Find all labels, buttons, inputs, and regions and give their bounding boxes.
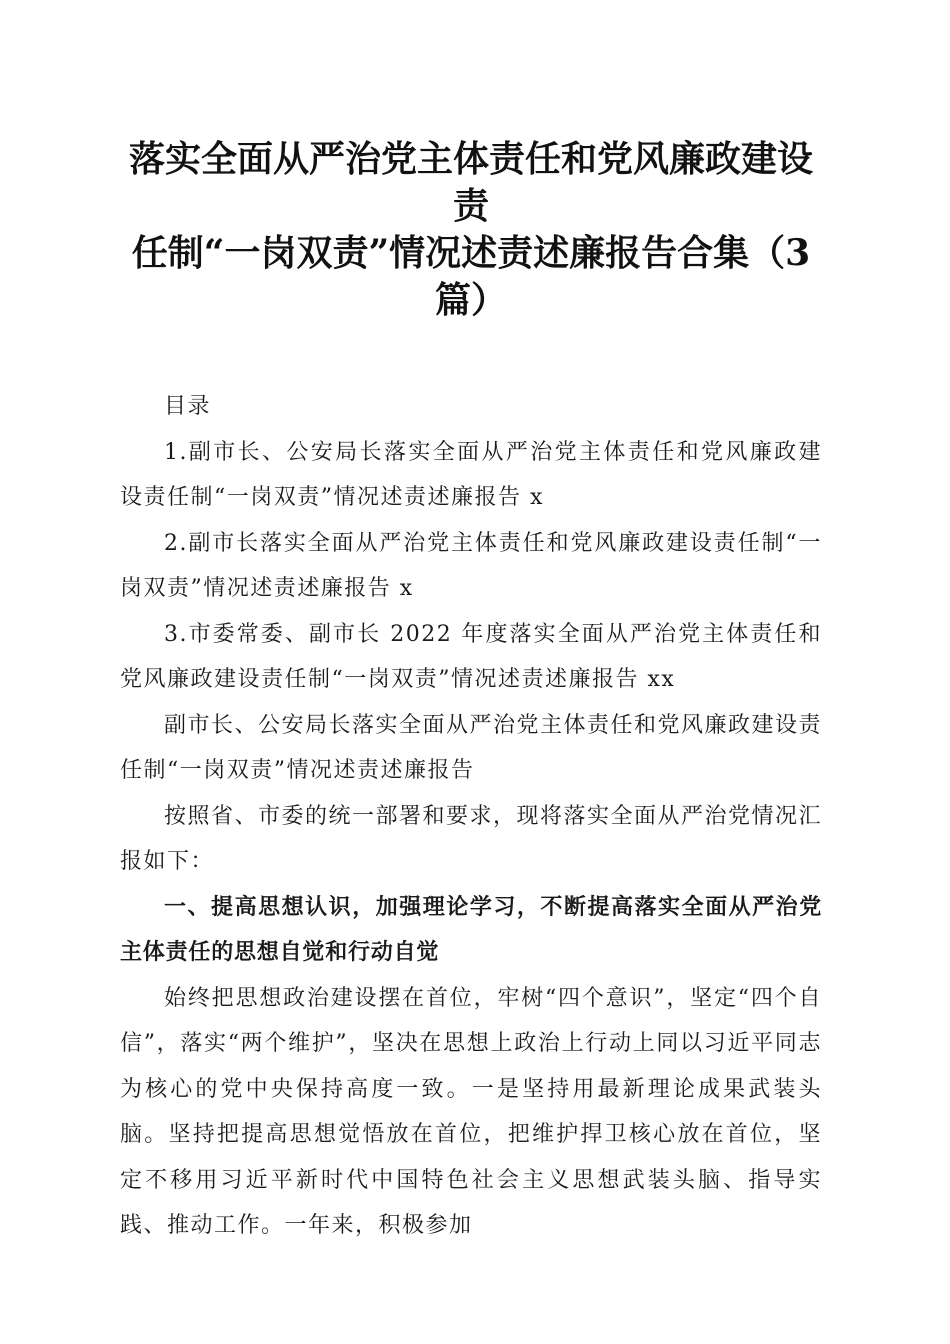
toc-item-3: 3.市委常委、副市长 2022 年度落实全面从严治党主体责任和党风廉政建设责任制“一岗双责”情况述责述廉报告 xx (120, 621, 822, 692)
section-title: 副市长、公安局长落实全面从严治党主体责任和党风廉政建设责任制“一岗双责”情况述责述廉报告 (120, 712, 823, 783)
toc-item-1: 1.副市长、公安局长落实全面从严治党主体责任和党风廉政建设责任制“一岗双责”情况述责述廉报告 x (120, 439, 822, 510)
intro-paragraph: 按照省、市委的统一部署和要求，现将落实全面从严治党情况汇报如下： (120, 803, 823, 874)
toc-item-2: 2.副市长落实全面从严治党主体责任和党风廉政建设责任制“一岗双责”情况述责述廉报告 x (120, 530, 822, 601)
title-line-2: 任制“一岗双责”情况述责述廉报告合集（3 (131, 232, 811, 274)
title-line-1: 落实全面从严治党主体责任和党风廉政建设责 (128, 138, 813, 227)
document-body (120, 384, 822, 1249)
heading-one: 一、提高思想认识，加强理论学习，不断提高落实全面从严治党主体责任的思想自觉和行动自觉 (120, 894, 822, 965)
body-paragraph: 始终把思想政治建设摆在首位，牢树“四个意识”，坚定“四个自信”，落实“两个维护”，坚决在思想上政治上行动上同以习近平同志为核心的党中央保持高度一致。一是坚持用最新理论成果武装头脑。坚持把提高思想觉悟放在首位，把维护捍卫核心放在首位，坚定不移用习近平新时代中国特色社会主义思想武装头脑、指导实践、推动工作。一年来，积极参加 (120, 985, 822, 1238)
title-line-3: 篇） (434, 279, 507, 321)
document-title (120, 136, 822, 324)
toc-heading: 目录 (164, 394, 212, 419)
